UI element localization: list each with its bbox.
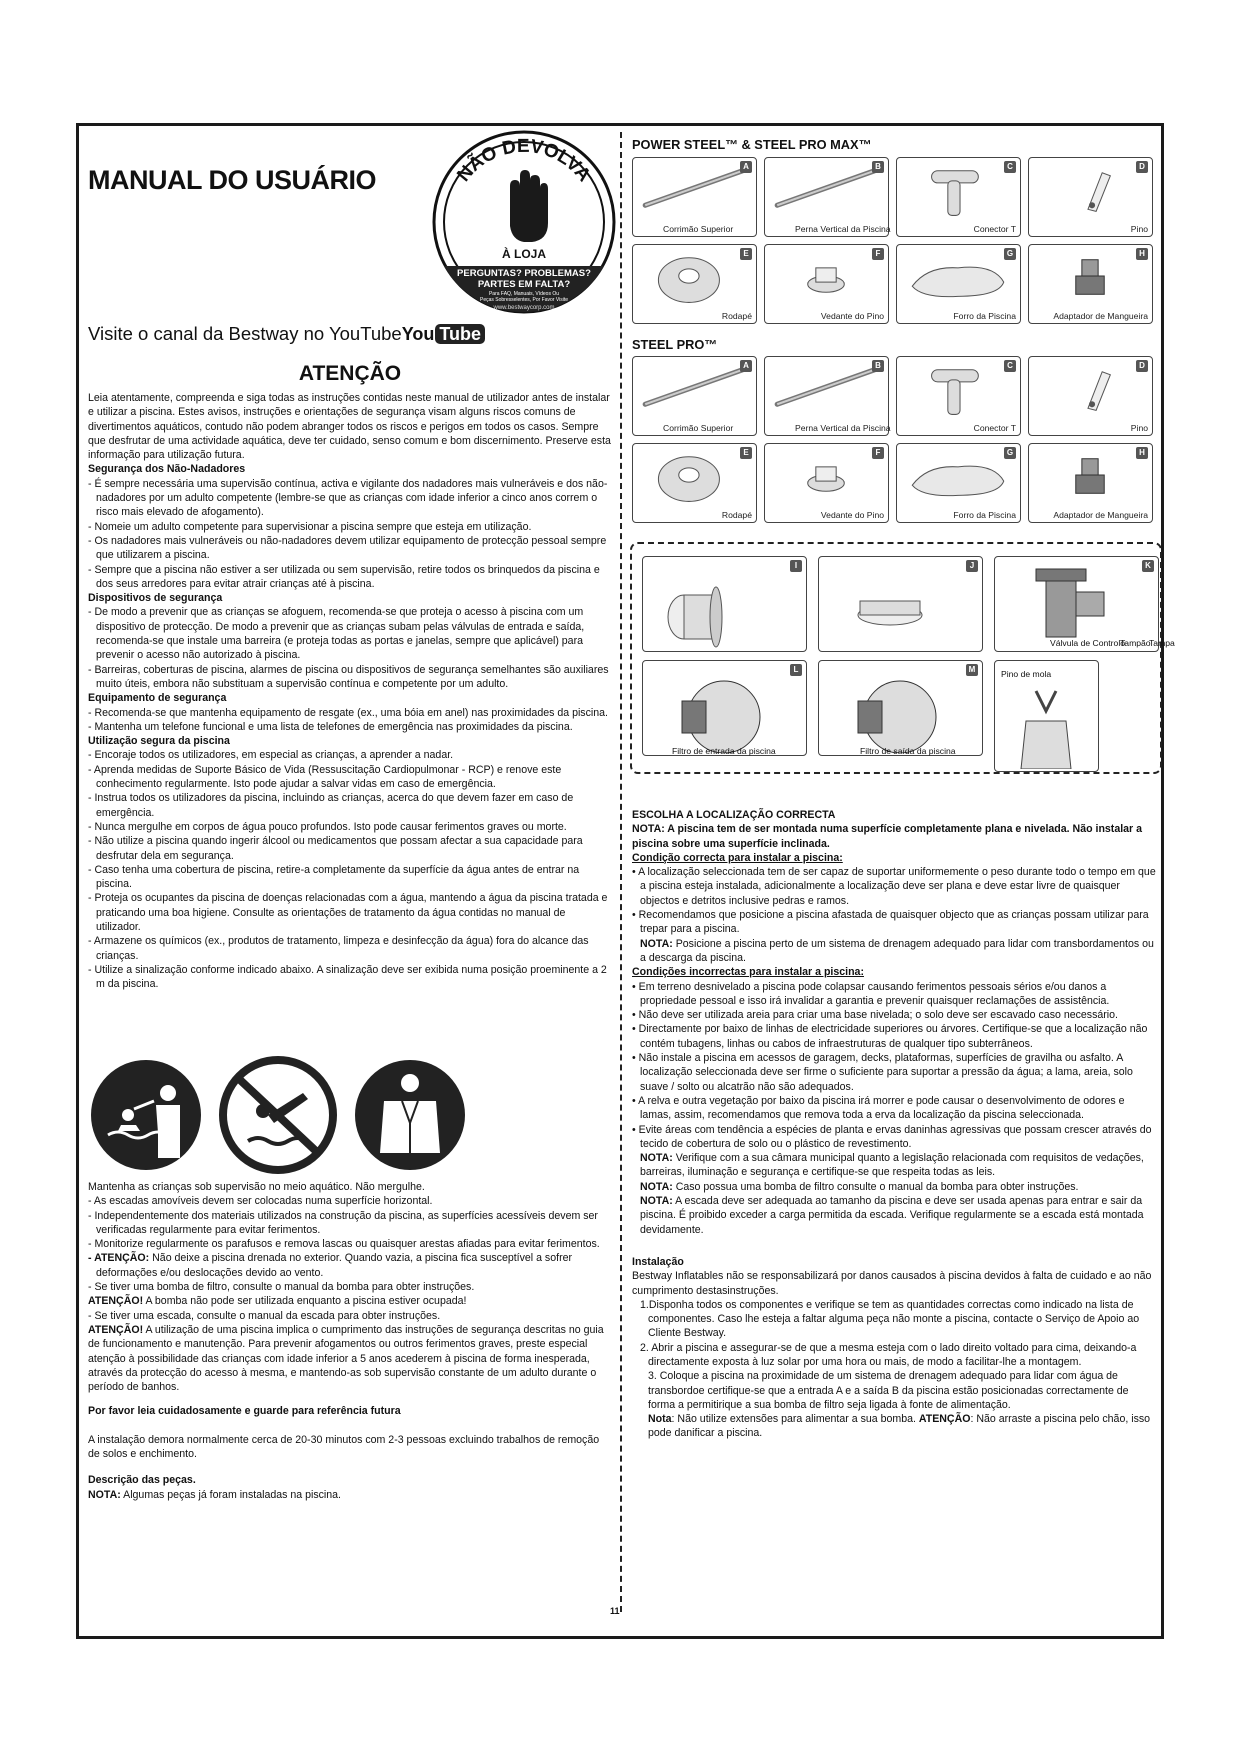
part-illustration-icon	[1029, 158, 1151, 220]
spring-pin-card	[994, 660, 1099, 772]
outlet-filter-label: Filtro de saída da piscina	[860, 746, 956, 756]
part-tag: G	[1004, 447, 1016, 459]
warning-title: ATENÇÃO	[298, 362, 402, 385]
warning-intro: Leia atentamente, compreenda e siga todas as instruções contidas neste manual de utilizador antes de instalar e utilizar a piscina. Estes avisos, instruções e orientações de segurança visam alguns riscos comuns de divertimentos aquáticos, contudo não podem abranger todos os riscos e perigos em todos os casos. Sempre que desfrutar de uma actividade aquática, deve ter cuidado, senso comum e bom discernimento. Preserve esta informação para utilização futura.	[88, 392, 611, 462]
svg-text:À LOJA: À LOJA	[501, 247, 547, 261]
part-illustration-icon	[765, 158, 887, 220]
svg-text:PARTES EM FALTA?: PARTES EM FALTA?	[477, 279, 571, 290]
part-card	[896, 356, 1021, 436]
list-item: • Não deve ser utilizada areia para criar uma base nivelada; o solo deve ser escavado caso necessário.	[632, 1009, 1118, 1022]
section-heading: Utilização segura da piscina	[88, 735, 230, 748]
keep-notice: Por favor leia cuidadosamente e guarde para referência futura	[88, 1405, 401, 1418]
part-label: Pino	[1130, 224, 1148, 234]
part-tag: H	[1136, 447, 1148, 459]
list-item: • Não instale a piscina em acessos de garagem, decks, plataformas, superfícies de gravilha ou asfalto. A localização seleccionada deve ser firme o suficiente para suportar a pressão da água; a lama, areia, solo suave / solto ou alcatrão não são adequados.	[632, 1052, 1133, 1093]
youtube-logo[interactable]: You Tube	[402, 324, 485, 345]
extra-part-card	[642, 660, 807, 756]
part-tag: C	[1004, 360, 1016, 372]
part-card	[764, 157, 889, 237]
part-tag: K	[1142, 560, 1154, 572]
part-card	[764, 443, 889, 523]
part-card	[1028, 443, 1153, 523]
part-illustration-icon	[1029, 245, 1151, 307]
list-item: - Sempre que a piscina não estiver a ser utilizada ou sem supervisão, retire todos os brinquedos da piscina e dos seus arredores para evitar atrair crianças até à piscina.	[88, 563, 600, 590]
list-item: • Recomendamos que posicione a piscina afastada de quaisquer objecto que as crianças possam utilizar para trepar para a piscina.	[632, 909, 1149, 936]
part-tag: F	[872, 447, 884, 459]
part-illustration-icon	[819, 557, 981, 649]
part-label: Forro da Piscina	[953, 311, 1016, 321]
part-card	[632, 356, 757, 436]
list-item: - Armazene os químicos (ex., produtos de tratamento, limpeza e desinfecção da água) fora do alcance das crianças.	[88, 935, 589, 962]
list-item: - As escadas amovíveis devem ser colocadas numa superfície horizontal.	[88, 1195, 433, 1208]
part-tag: L	[790, 664, 802, 676]
list-item: - Barreiras, coberturas de piscina, alarmes de piscina ou dispositivos de segurança semelhantes são auxiliares muito úteis, embora não substituam a supervisão contínua e competente por um adulto.	[88, 663, 609, 690]
parts-description-title: Descrição das peças.	[88, 1474, 196, 1487]
part-illustration-icon	[643, 661, 805, 753]
part-card	[1028, 244, 1153, 324]
list-item: - Nomeie um adulto competente para supervisionar a piscina sempre que esteja em utilização.	[88, 520, 532, 533]
list-item: 1.Disponha todos os componentes e verifique se tem as quantidades correctas como indicado na lista de componentes. Caso lhe esteja a faltar alguma peça não monte a piscina, contacte o Serviço de Apoio ao Cliente Bestway.	[640, 1298, 1140, 1340]
inlet-filter-label: Filtro de entrada da piscina	[672, 746, 776, 756]
part-card	[632, 443, 757, 523]
part-illustration-icon	[765, 357, 887, 419]
part-tag: B	[872, 161, 884, 173]
do-not-return-badge	[430, 128, 618, 316]
part-illustration-icon	[1029, 357, 1151, 419]
steel-pro-title: STEEL PRO™	[632, 337, 718, 352]
part-illustration-icon	[897, 158, 1019, 220]
location-and-installation: ESCOLHA A LOCALIZAÇÃO CORRECTA NOTA: A piscina tem de ser montada numa superfície completamente plana e nivelada. Não instalar a piscina sobre uma superfície inclinada. Condição correcta para instalar a piscina: • A localização seleccionada tem de ser capaz de suportar uniformemente o peso durante todo o tempo em que a piscina esteja instalada, adicionalmente a localização deve ser plana e deve estar livre de quaisquer objectos e detritos inclusive pedras e ramos. • Recomendamos que posicione a piscina afastada de quaisquer objecto que as crianças possam utilizar para trepar para a piscina. NOTA: Posicione a piscina perto de um sistema de drenagem adequado para lidar com transbordamentos ou a descarga da piscina. Condições incorrectas para instalar a piscina: • Em terreno desnivelado a piscina pode colapsar causando ferimentos pessoais sérios e/ou danos a propriedade pessoal e isso irá invalidar a garantia e prevenir quaisquer reclamações de assistência. • Não deve ser utilizada areia para criar uma base nivelada; o solo deve ser escavado caso necessário. • Directamente por baixo de linhas de electricidade superiores ou árvores. Certifique-se que a localização não contém tubagens, linhas ou cabos de infraestruturas de qualquer tipo subterrâneos. • Não instale a piscina em acessos de garagem, decks, plataformas, superfícies de gravilha ou asfalto. A localização seleccionada deve ser firme o suficiente para suportar a pressão da água; a lama, areia, solo suave / solto ou alcatrão não são adequados. • A relva e outra vegetação por baixo da piscina irá morrer e pode causar o desenvolvimento de odores e lamas, assim, recomendamos que remova toda a erva da localização da piscina seleccionada. • Evite áreas com tendência a espécies de planta e ervas daninhas agressivas que possam crescer através do tecido de cobertura de solo ou o plástico de revestimento. NOTA: Verifique com a sua câmara municipal quanto a legislação relacionada com requisitos de vedações, barreiras, iluminação e segurança e certifique-se que respeita todas as leis. NOTA: Caso possua uma bomba de filtro consulte o manual da bomba para obter instruções. NOTA: A escada deve ser adequada ao tamanho da piscina e deve ser usada apenas para entrar e sair da piscina. É proibido exceder a carga permitida da escada. Verifique regularmente se a escada está montada devidamente. Instalação Bestway Inflatables não se responsabilizará por danos causados à piscina devidos à falta de cuidado e ao não cumprimento destasinstruções. 1.Disponha todos os componentes e verifique se tem as quantidades correctas como indicado na lista de componentes. Caso lhe esteja a faltar alguma peça não monte a piscina, contacte o Serviço de Apoio ao Cliente Bestway. 2. Abrir a piscina e assegurar-se de que a mesma esteja com o lado direito voltado para cima, deixando-a directamente exposta à luz solar por uma hora ou mais, de modo a facilitar-lhe a montagem. 3. Coloque a piscina na proximidade de um sistema de drenagem adequado para lidar com água de transbordoe certifique-se que a entrada A e a saída B da piscina estão posicionadas correctamente de forma a permitirique a sua bomba de filtro seja ligada à fonte de alimentação. Nota: Não utilize extensões para alimentar a sua bomba. ATENÇÃO: Não arraste a piscina pelo chão, isso pode danificar a piscina.	[632, 809, 1156, 1440]
part-illustration-icon	[633, 245, 755, 307]
part-tag: A	[740, 360, 752, 372]
list-item: - Mantenha um telefone funcional e uma lista de telefones de emergência nas proximidades da piscina.	[88, 720, 573, 733]
part-illustration-icon	[633, 158, 755, 220]
part-tag: D	[1136, 360, 1148, 372]
no-diving-icon	[223, 1060, 333, 1170]
part-illustration-icon	[633, 444, 755, 506]
section-heading: Segurança dos Não-Nadadores	[88, 463, 246, 476]
part-tag: E	[740, 447, 752, 459]
part-label: Conector T	[973, 224, 1016, 234]
safety-warnings	[88, 391, 613, 991]
youtube-promo	[88, 323, 485, 345]
part-card	[632, 157, 757, 237]
part-illustration-icon	[897, 245, 1019, 307]
part-card	[764, 244, 889, 324]
part-tag: G	[1004, 248, 1016, 260]
power-steel-title: POWER STEEL™ & STEEL PRO MAX™	[632, 137, 872, 152]
part-illustration-icon	[897, 357, 1019, 419]
list-item: - Aprenda medidas de Suporte Básico de Vida (Ressuscitação Cardiopulmonar - RCP) e renove este conhecimento regularmente. Isto pode ajudar a salvar vidas em caso de emergência.	[88, 763, 562, 791]
part-tag: J	[966, 560, 978, 572]
part-label: Adaptador de Mangueira	[1053, 510, 1148, 520]
list-item: - Independentemente dos materiais utilizados na construção da piscina, as superfícies acessíveis devem ser verificadas regularmente para evitar ferimentos.	[88, 1209, 598, 1236]
list-item: - Nunca mergulhe em corpos de água pouco profundos. Isto pode causar ferimentos graves ou morte.	[88, 820, 567, 833]
extra-part-card	[642, 556, 807, 652]
part-label: Vedante do Pino	[820, 510, 884, 520]
svg-text:Para FAQ, Manuais, Vídeos Ou: Para FAQ, Manuais, Vídeos Ou	[488, 291, 560, 297]
supervise-children-icon	[91, 1060, 201, 1170]
list-item: • Em terreno desnivelado a piscina pode colapsar causando ferimentos pessoais sérios e/ou danos a propriedade pessoal e isso irá invalidar a garantia e prevenir quaisquer reclamações de assistência.	[632, 980, 1110, 1007]
installation-title: Instalação	[632, 1255, 684, 1268]
list-item: • A localização seleccionada tem de ser capaz de suportar uniformemente o peso durante todo o tempo em que a piscina esteja instalada, adicionalmente a localização deve ser plana e deve estar livre de quaisquer objectos e detritos inclusive pedras e ramos.	[632, 866, 1156, 907]
valve-label: Válvula de Controlo	[1050, 638, 1126, 648]
part-illustration-icon	[819, 661, 981, 753]
part-tag: D	[1136, 161, 1148, 173]
cap-label: Tampão	[1120, 638, 1151, 648]
part-tag: F	[872, 248, 884, 260]
part-label: Rodapé	[721, 311, 752, 321]
part-illustration-icon	[765, 444, 887, 506]
part-tag: I	[790, 560, 802, 572]
cap-label-2: Tampa	[1149, 638, 1175, 648]
additional-safety: Mantenha as crianças sob supervisão no meio aquático. Não mergulhe. - As escadas amovíveis devem ser colocadas numa superfície horizontal. - Independentemente dos materiais utilizados na construção da piscina, as superfícies acessíveis devem ser verificadas regularmente para evitar ferimentos. - Monitorize regularmente os parafusos e remova lascas ou quaisquer arestas afiadas para evitar ferimentos. - ATENÇÃO: Não deixe a piscina drenada no exterior. Quando vazia, a piscina fica susceptível a sofrer deformações e/ou deslocações devido ao vento. - Se tiver uma bomba de filtro, consulte o manual da bomba para obter instruções. ATENÇÃO! A bomba não pode ser utilizada enquanto a piscina estiver ocupada! - Se tiver uma escada, consulte o manual da escada para obter instruções. ATENÇÃO! A utilização de uma piscina implica o cumprimento das instruções de segurança descritas no guia de funcionamento e manutenção. Para prevenir afogamentos ou outros ferimentos graves, preste especial atenção à possibilidade das crianças com idade inferior a 5 anos acederem à piscina de forma inesperada, através da protecção do acesso à mesma, e mantendo-as sob supervisão constante de um adulto durante o período de banhos. Por favor leia cuidadosamente e guarde para referência futura A instalação demora normalmente cerca de 20-30 minutos com 2-3 pessoas excluindo trabalhos de remoção de solos e enchimento. Descrição das peças. NOTA: Algumas peças já foram instaladas na piscina.	[88, 1180, 613, 1502]
list-item: • A relva e outra vegetação por baixo da piscina irá morrer e pode causar o desenvolvimento de odores e lamas, assim, recomendamos que remova toda a erva da localização da piscina seleccionada.	[632, 1094, 1125, 1122]
part-tag: M	[966, 664, 978, 676]
list-item: - Recomenda-se que mantenha equipamento de resgate (ex., uma bóia em anel) nas proximidades da piscina.	[88, 706, 608, 719]
list-item: - Proteja os ocupantes da piscina de doenças relacionadas com a água, mantendo a água da piscina tratada e praticando uma boa higiene. Consulte as orientações de tratamento da água contidas no manual de utilizador.	[88, 892, 608, 933]
part-illustration-icon	[643, 557, 805, 649]
youtube-text: Visite o canal da Bestway no YouTube	[88, 323, 402, 344]
part-label: Vedante do Pino	[820, 311, 884, 321]
list-item: - Instrua todos os utilizadores da piscina, incluindo as crianças, acerca do que devem fazer em caso de emergência.	[88, 792, 574, 819]
part-tag: E	[740, 248, 752, 260]
part-tag: C	[1004, 161, 1016, 173]
part-card	[764, 356, 889, 436]
safety-signs	[88, 1053, 468, 1183]
life-vest-icon	[355, 1060, 465, 1170]
page-title: MANUAL DO USUÁRIO	[88, 165, 376, 195]
section-heading: Equipamento de segurança	[88, 692, 227, 705]
part-label: Pino	[1130, 423, 1148, 433]
list-item: - De modo a prevenir que as crianças se afoguem, recomenda-se que proteja o acesso à piscina com um dispositivo de protecção. De modo a prevenir que as crianças subam pelas válvulas de entrada e saída, recomenda-se que instale uma barreira (e proteja todas as portas e janelas, sempre que aplicável) para prevenir o acesso não autorizado à piscina.	[88, 606, 585, 662]
column-divider	[620, 132, 622, 1612]
svg-text:www.bestwaycorp.com: www.bestwaycorp.com	[493, 305, 555, 311]
spring-pin-label: Pino de mola	[1001, 669, 1052, 679]
list-item: - Os nadadores mais vulneráveis ou não-nadadores devem utilizar equipamento de protecção pessoal sempre que utilizarem a piscina.	[88, 534, 607, 562]
extra-part-card	[818, 556, 983, 652]
part-illustration-icon	[995, 557, 1157, 649]
part-card	[632, 244, 757, 324]
svg-text:PERGUNTAS? PROBLEMAS?: PERGUNTAS? PROBLEMAS?	[457, 268, 591, 279]
part-tag: B	[872, 360, 884, 372]
part-card	[1028, 157, 1153, 237]
list-item: • Evite áreas com tendência a espécies de planta e ervas daninhas agressivas que possam crescer através do tecido de cobertura de solo ou o plástico de revestimento.	[632, 1123, 1152, 1150]
list-item: - Utilize a sinalização conforme indicado abaixo. A sinalização deve ser exibida numa posição proeminente a 2 m da piscina.	[88, 963, 607, 991]
part-label: Corrimão Superior	[663, 423, 734, 433]
part-tag: A	[740, 161, 752, 173]
part-illustration-icon	[633, 357, 755, 419]
part-tag: H	[1136, 248, 1148, 260]
location-title: ESCOLHA A LOCALIZAÇÃO CORRECTA	[632, 809, 836, 821]
part-illustration-icon	[765, 245, 887, 307]
part-label: Perna Vertical da Piscina	[795, 423, 891, 433]
part-label: Conector T	[973, 423, 1016, 433]
list-item: • Directamente por baixo de linhas de electricidade superiores ou árvores. Certifique-se que a localização não contém tubagens, linhas ou cabos de infraestruturas de qualquer tipo subterrâneos.	[632, 1023, 1148, 1050]
page-number: 11	[610, 1606, 620, 1616]
list-item: - Encoraje todos os utilizadores, em especial as crianças, a aprender a nadar.	[88, 749, 454, 762]
part-illustration-icon	[1029, 444, 1151, 506]
part-label: Perna Vertical da Piscina	[795, 224, 891, 234]
extra-part-card	[818, 660, 983, 756]
part-illustration-icon	[897, 444, 1019, 506]
part-label: Rodapé	[721, 510, 752, 520]
list-item: - Caso tenha uma cobertura de piscina, retire-a completamente da superfície da água antes de entrar na piscina.	[88, 863, 580, 891]
part-card	[896, 157, 1021, 237]
svg-text:NÃO DEVOLVA: NÃO DEVOLVA	[453, 135, 595, 186]
part-label: Forro da Piscina	[953, 510, 1016, 520]
list-item: - Não utilize a piscina quando ingerir álcool ou medicamentos que possam afectar a sua capacidade para desfrutar dela em segurança.	[88, 835, 583, 862]
list-item: 2. Abrir a piscina e assegurar-se de que a mesma esteja com o lado direito voltado para cima, deixando-a directamente exposta à luz solar por uma hora ou mais, de modo a facilitar-lhe a montagem.	[640, 1341, 1137, 1368]
part-card	[896, 443, 1021, 523]
part-card	[896, 244, 1021, 324]
section-heading: Dispositivos de segurança	[88, 592, 223, 605]
part-card	[1028, 356, 1153, 436]
list-item: - Monitorize regularmente os parafusos e remova lascas ou quaisquer arestas afiadas para evitar ferimentos.	[88, 1238, 600, 1251]
list-item: - É sempre necessária uma supervisão contínua, activa e vigilante dos nadadores mais vulneráveis e dos não-nadadores por um adulto competente (lembre-se que as crianças com idade inferior a cinco anos correm o risco mais elevado de afogamento).	[88, 477, 608, 519]
part-label: Corrimão Superior	[663, 224, 734, 234]
svg-text:Peças Sobresselentes, Por Favo: Peças Sobresselentes, Por Favor Visite	[479, 297, 569, 303]
part-label: Adaptador de Mangueira	[1053, 311, 1148, 321]
